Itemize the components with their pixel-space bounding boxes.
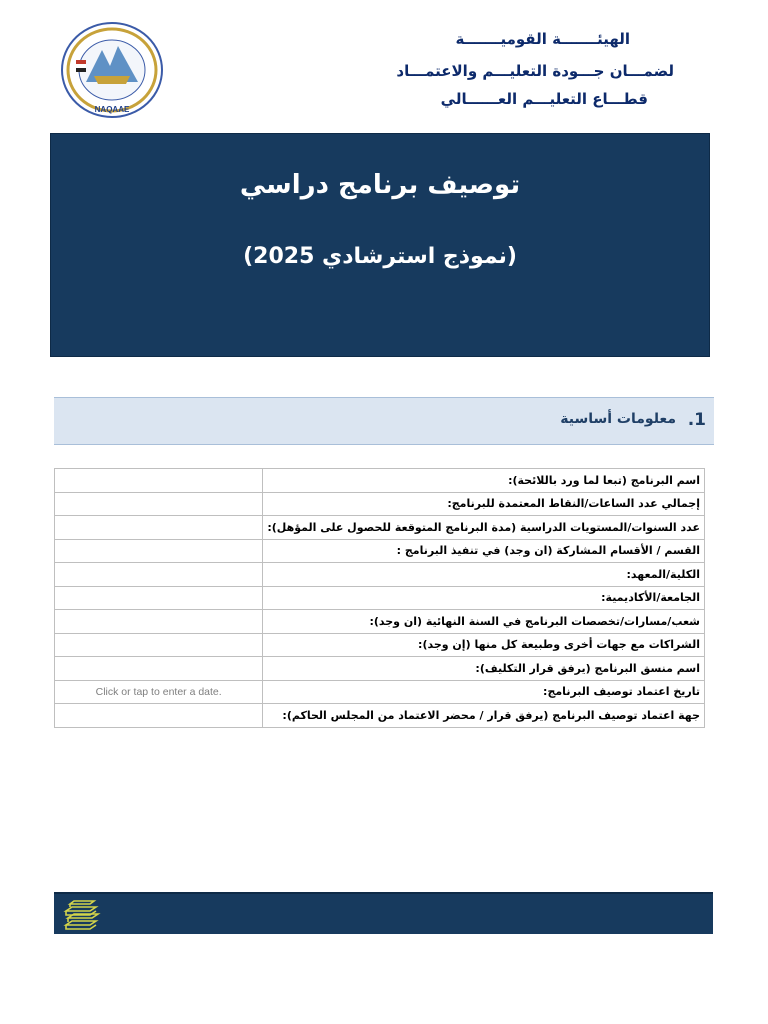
table-row <box>55 492 705 516</box>
row-value-field[interactable] <box>55 704 263 728</box>
table-row <box>55 633 705 657</box>
row-value-field[interactable] <box>55 469 263 493</box>
table-row <box>55 657 705 681</box>
row-label: تاريخ اعتماد توصيف البرنامج: <box>263 680 705 704</box>
row-label: الشراكات مع جهات أخرى وطبيعة كل منها (إن وجد): <box>263 633 705 657</box>
row-label: الجامعة/الأكاديمية: <box>263 586 705 610</box>
basic-info-table <box>54 468 705 728</box>
section-number: 1. <box>687 410 706 430</box>
row-value-field[interactable] <box>55 563 263 587</box>
row-label: جهة اعتماد توصيف البرنامج (يرفق قرار / محضر الاعتماد من المجلس الحاكم): <box>263 704 705 728</box>
org-line-3: قطـــاع التعليـــم العــــــالي <box>440 90 648 108</box>
title-banner <box>50 133 710 357</box>
table-row <box>55 680 705 704</box>
table-row <box>55 469 705 493</box>
row-value-field[interactable] <box>55 610 263 634</box>
row-label: عدد السنوات/المستويات الدراسية (مدة البرنامج المتوقعة للحصول على المؤهل): <box>263 516 705 540</box>
org-line-2: لضمـــان جـــودة التعليـــم والاعتمـــاد <box>396 62 674 80</box>
row-value-field[interactable] <box>55 539 263 563</box>
row-label: شعب/مسارات/تخصصات البرنامج في السنة النهائية (ان وجد): <box>263 610 705 634</box>
footer-bar <box>54 892 713 934</box>
seal-text: NAQAAE <box>94 105 130 114</box>
row-value-field[interactable] <box>55 516 263 540</box>
section-title: معلومات أساسية <box>560 411 676 427</box>
table-row <box>55 610 705 634</box>
org-line-1: الهيئـــــــة القوميـــــــة <box>455 30 630 48</box>
row-value-field[interactable] <box>55 492 263 516</box>
section-header-basic-info <box>54 397 714 445</box>
naqaae-seal-logo <box>58 20 166 120</box>
date-picker-field[interactable]: Click or tap to enter a date. <box>55 680 263 704</box>
row-value-field[interactable] <box>55 586 263 610</box>
row-value-field[interactable] <box>55 657 263 681</box>
row-label: إجمالي عدد الساعات/النقاط المعتمدة للبرنامج: <box>263 492 705 516</box>
table-row <box>55 516 705 540</box>
table-row <box>55 539 705 563</box>
organization-name <box>390 24 680 120</box>
row-label: اسم البرنامج (تبعا لما ورد باللائحة): <box>263 469 705 493</box>
row-label: اسم منسق البرنامج (يرفق قرار التكليف): <box>263 657 705 681</box>
document-title: توصيف برنامج دراسي <box>239 170 521 200</box>
row-label: القسم / الأقسام المشاركة (ان وجد) في تنفيذ البرنامج : <box>263 539 705 563</box>
table-row <box>55 586 705 610</box>
table-row <box>55 563 705 587</box>
document-subtitle: (نموذج استرشادي 2025) <box>243 244 517 269</box>
books-icon <box>60 897 104 933</box>
row-value-field[interactable] <box>55 633 263 657</box>
row-label: الكلية/المعهد: <box>263 563 705 587</box>
table-row <box>55 704 705 728</box>
